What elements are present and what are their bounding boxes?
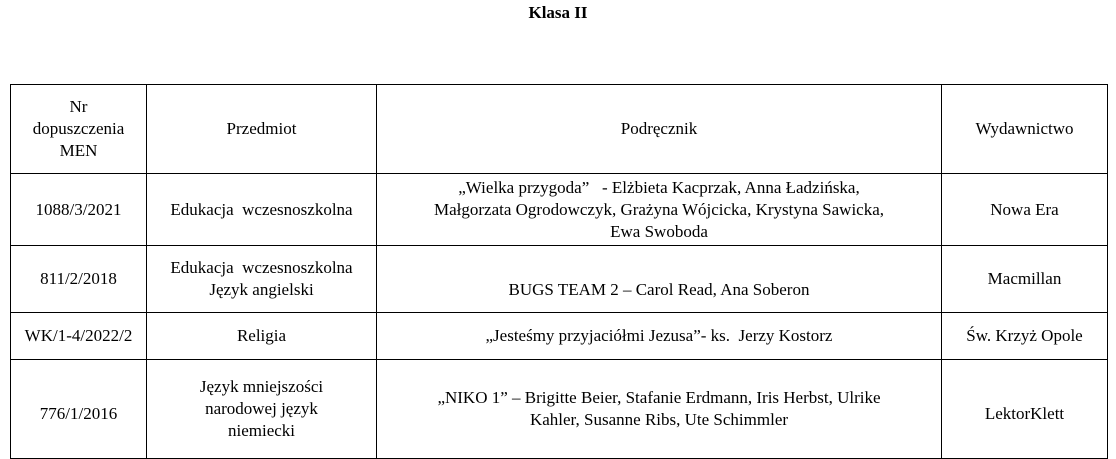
cell-nr: 1088/3/2021 xyxy=(11,174,147,246)
header-nr-line: dopuszczenia xyxy=(32,119,125,138)
cell-podrecznik xyxy=(377,246,942,313)
cell-podrecznik-line: Kahler, Susanne Ribs, Ute Schimmler xyxy=(529,410,789,429)
cell-podrecznik xyxy=(377,174,942,246)
page-title: Klasa II xyxy=(528,3,588,22)
cell-podrecznik-line: Ewa Swoboda xyxy=(610,221,708,241)
table-row xyxy=(11,174,1108,246)
header-przedmiot: Przedmiot xyxy=(147,85,377,174)
cell-wydawnictwo: Nowa Era xyxy=(942,174,1108,246)
cell-podrecznik-line: Małgorzata Ogrodowczyk, Grażyna Wójcicka, Krystyna Sawicka, xyxy=(433,199,885,219)
header-nr-line: Nr xyxy=(69,97,88,116)
cell-wydawnictwo: Macmillan xyxy=(942,246,1108,313)
cell-podrecznik xyxy=(377,313,942,360)
cell-podrecznik xyxy=(377,360,942,459)
cell-podrecznik-line: „Wielka przygoda” - Elżbieta Kacprzak, Anna Ładzińska, xyxy=(458,177,860,197)
cell-przedmiot-line: narodowej język xyxy=(205,399,318,418)
cell-przedmiot-line: Edukacja wczesnoszkolna xyxy=(170,199,353,219)
cell-przedmiot-line: Edukacja wczesnoszkolna xyxy=(170,258,353,277)
cell-nr: 776/1/2016 xyxy=(11,360,147,459)
header-nr xyxy=(11,85,147,174)
cell-wydawnictwo: LektorKlett xyxy=(942,360,1108,459)
cell-przedmiot-line: niemiecki xyxy=(227,421,296,440)
table-row xyxy=(11,360,1108,459)
cell-podrecznik-line: BUGS TEAM 2 – Carol Read, Ana Soberon xyxy=(508,280,810,299)
cell-przedmiot xyxy=(147,246,377,313)
cell-przedmiot xyxy=(147,174,377,246)
cell-przedmiot-line: Język angielski xyxy=(209,280,314,299)
cell-przedmiot xyxy=(147,360,377,459)
header-podrecznik: Podręcznik xyxy=(377,85,942,174)
header-nr-line: MEN xyxy=(59,141,98,160)
cell-przedmiot xyxy=(147,313,377,360)
cell-nr: 811/2/2018 xyxy=(11,246,147,313)
cell-wydawnictwo: Św. Krzyż Opole xyxy=(942,313,1108,360)
textbook-table xyxy=(10,84,1108,459)
cell-podrecznik-line: „Jesteśmy przyjaciółmi Jezusa”- ks. Jerzy Kostorz xyxy=(485,326,833,345)
table-row xyxy=(11,313,1108,360)
table-row xyxy=(11,246,1108,313)
cell-podrecznik-line: „NIKO 1” – Brigitte Beier, Stafanie Erdmann, Iris Herbst, Ulrike xyxy=(437,388,881,407)
table-header-row xyxy=(11,85,1108,174)
cell-nr: WK/1-4/2022/2 xyxy=(11,313,147,360)
cell-przedmiot-line: Religia xyxy=(236,326,287,345)
header-wydawnictwo: Wydawnictwo xyxy=(942,85,1108,174)
cell-przedmiot-line: Język mniejszości xyxy=(199,377,324,396)
